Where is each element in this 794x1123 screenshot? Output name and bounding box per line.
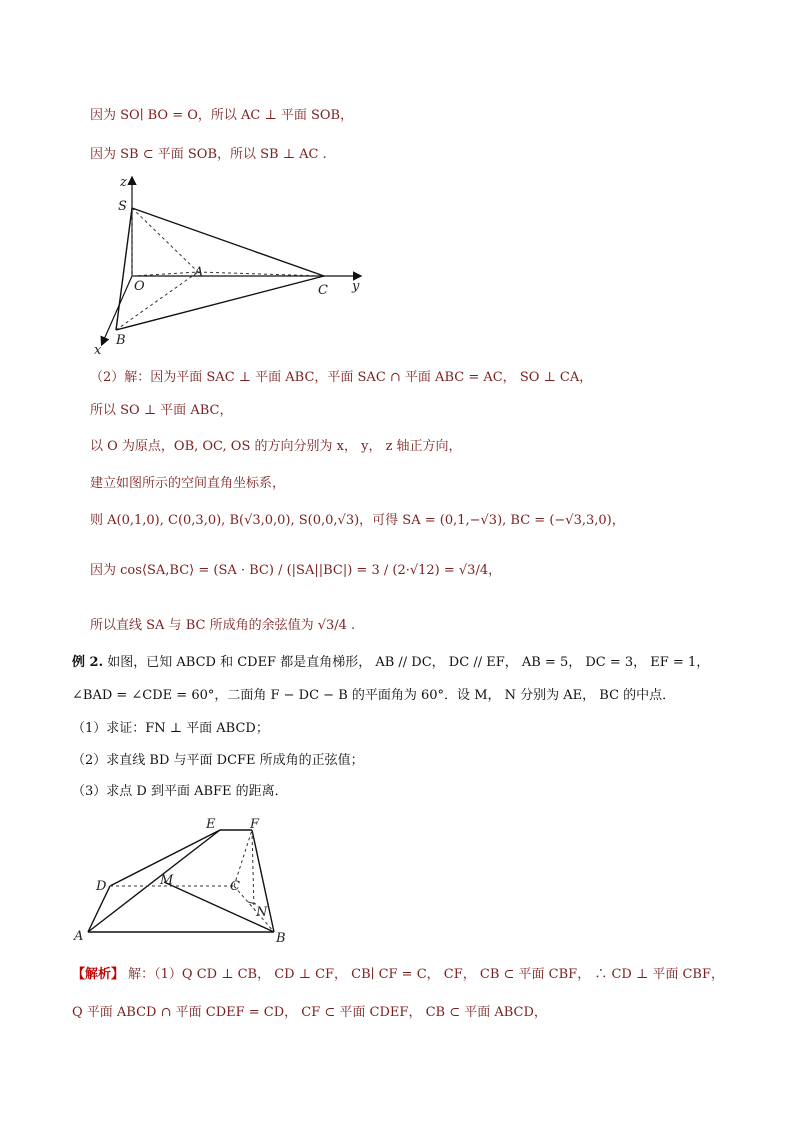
example2-text-1: 如图，已知 ABCD 和 CDEF 都是直角梯形， AB // DC， DC // EF， AB = 5， DC = 3， EF = 1， [107, 655, 710, 670]
example2-part-2: （2）求直线 BD 与平面 DCFE 所成角的正弦值； [72, 753, 364, 768]
label-C2: C [230, 879, 240, 894]
label-D: D [96, 879, 107, 894]
edge-SC [132, 208, 324, 276]
example2-label: 例 2. [72, 655, 104, 670]
solution2-line-1: （2）解：因为平面 SAC ⊥ 平面 ABC，平面 SAC ∩ 平面 ABC = AC， SO ⊥ CA， [90, 370, 593, 385]
solution1-line-2: 因为 SB ⊂ 平面 SOB，所以 SB ⊥ AC . [90, 147, 327, 162]
analysis-tag: 【解析】 [72, 967, 125, 982]
figure-trapezoid-prism [70, 812, 300, 947]
label-S: S [118, 199, 127, 214]
label-E: E [206, 817, 216, 832]
label-O: O [134, 279, 145, 294]
analysis-line-2: Q 平面 ABCD ∩ 平面 CDEF = CD， CF ⊂ 平面 CDEF， CB ⊂ 平面 ABCD， [72, 1005, 547, 1020]
solution2-line-4: 建立如图所示的空间直角坐标系， [90, 476, 286, 491]
solution2-line-2: 所以 SO ⊥ 平面 ABC， [90, 403, 233, 418]
figure-pyramid-coordinate [88, 172, 378, 362]
solution2-line-6: 因为 cos⟨SA,BC⟩ = (SA · BC) / (|SA||BC|) = 3 / (2·√12) = √3/4， [90, 563, 502, 578]
label-C: C [318, 283, 328, 298]
solution2-line-5: 则 A(0,1,0), C(0,3,0), B(√3,0,0), S(0,0,√3)，可得 SA = (0,1,−√3), BC = (−√3,3,0)， [90, 513, 625, 528]
label-M: M [160, 873, 174, 888]
label-y: y [352, 279, 360, 294]
label-N: N [256, 905, 268, 920]
example2-part-3: （3）求点 D 到平面 ABFE 的距离． [72, 784, 288, 799]
edge-SB [116, 208, 132, 330]
analysis-text-1: 解：（1）Q CD ⊥ CB， CD ⊥ CF， CB∣ CF = C， CF， CB ⊂ 平面 CBF， ∴ CD ⊥ 平面 CBF， [128, 967, 724, 982]
example2-line-1 [72, 653, 709, 673]
edge-BC [116, 276, 324, 330]
label-B: B [116, 333, 126, 348]
label-B2: B [276, 931, 286, 946]
example2-part-1: （1）求证：FN ⊥ 平面 ABCD； [72, 721, 269, 736]
solution2-line-3: 以 O 为原点，OB, OC, OS 的方向分别为 x， y， z 轴正方向， [90, 439, 462, 454]
analysis-line-1 [72, 965, 724, 985]
solution2-line-7: 所以直线 SA 与 BC 所成角的余弦值为 √3/4 . [90, 618, 356, 633]
label-x: x [94, 343, 102, 358]
example2-line-2: ∠BAD = ∠CDE = 60°，二面角 F − DC − B 的平面角为 60°．设 M， N 分别为 AE， BC 的中点． [72, 688, 676, 703]
label-A2: A [74, 929, 84, 944]
label-F: F [250, 817, 260, 832]
label-z: z [120, 175, 127, 190]
solution1-line-1: 因为 SO∣ BO = O，所以 AC ⊥ 平面 SOB， [90, 108, 354, 123]
label-A: A [194, 265, 204, 280]
